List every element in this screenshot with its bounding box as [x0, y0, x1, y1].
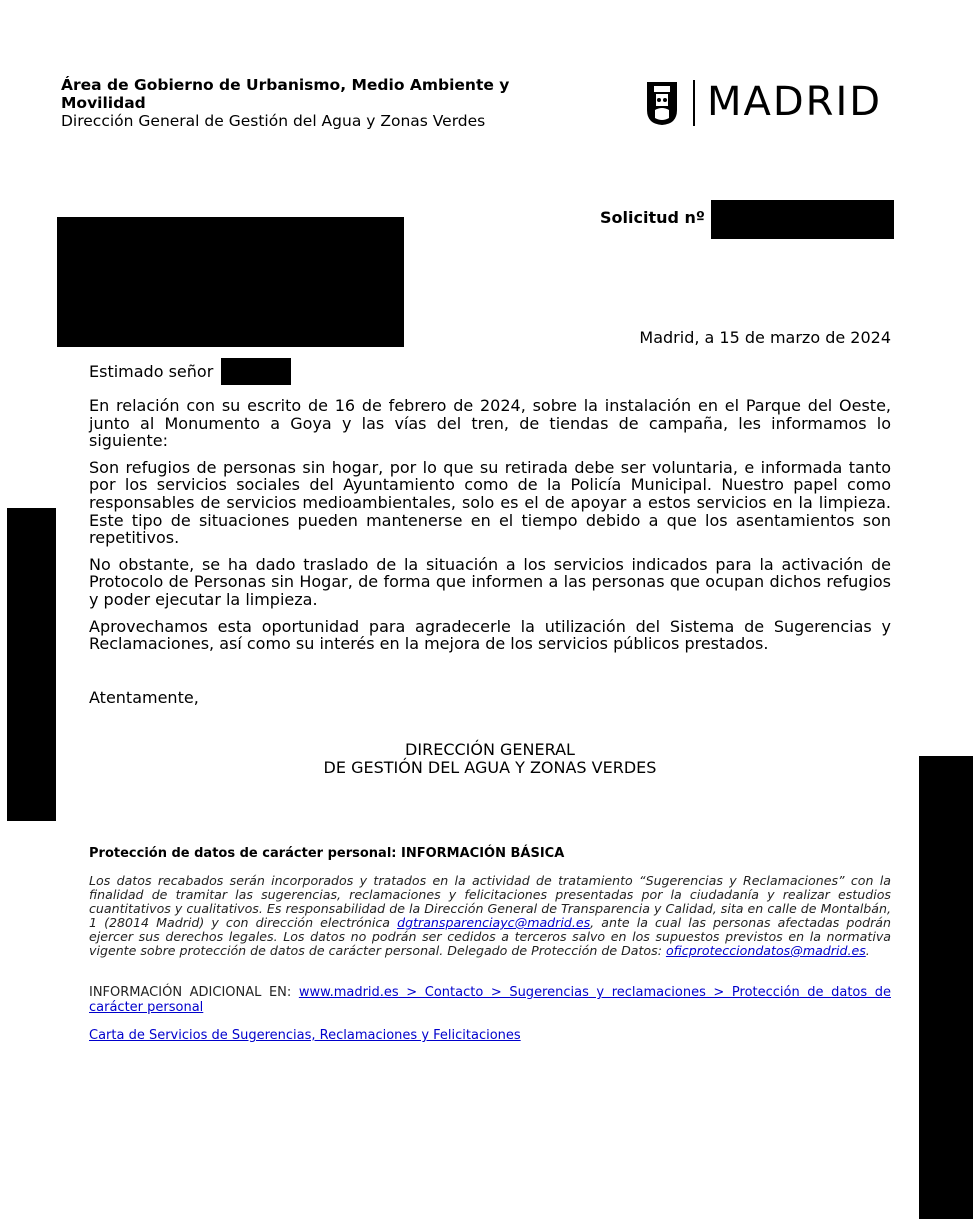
madrid-logo: [645, 78, 910, 128]
redacted-side-stamp-right: [919, 756, 973, 1219]
service-charter-link[interactable]: Carta de Servicios de Sugerencias, Reclamaciones y Felicitaciones: [89, 1028, 521, 1043]
paragraph: No obstante, se ha dado traslado de la situación a los servicios indicados para la activación de Protocolo de Personas sin Hogar, de forma que informen a las personas que ocupan dichos refugios y poder ejecutar la limpieza.: [89, 554, 891, 609]
letter-body: [89, 397, 891, 662]
data-protection-text-part: Los datos recabados serán incorporados y tratados en la actividad de tratamiento “Sugerencias y Reclamaciones” con la finalidad de tramitar las sugerencias, reclamaciones y felicitaciones presentadas por la ciudadanía y realizar estudios cuantitativos y cualitativos. Es responsabilidad de la Dirección General de Transparencia y Calidad, sita en calle de Montalbán, 1 (28014 Madrid) y con dirección electrónica: [89, 873, 891, 930]
redacted-side-stamp-left: [7, 508, 56, 821]
additional-info: [89, 986, 891, 1015]
dpo-email-link[interactable]: oficprotecciondatos@madrid.es: [665, 943, 866, 958]
letter-date: Madrid, a 15 de marzo de 2024: [639, 328, 891, 347]
redacted-request-number: [711, 200, 894, 239]
additional-info-label: INFORMACIÓN ADICIONAL EN:: [89, 985, 299, 1000]
data-protection-text-part: .: [865, 943, 870, 958]
signature-line-1: DIRECCIÓN GENERAL: [405, 740, 575, 759]
madrid-coat-of-arms-icon: [645, 80, 679, 126]
additional-info-link[interactable]: www.madrid.es > Contacto > Sugerencias y reclamaciones > Protección de datos de carácter personal: [89, 985, 891, 1015]
transparency-email-link[interactable]: dgtransparenciayc@madrid.es: [397, 915, 591, 930]
closing: Atentamente,: [89, 688, 199, 707]
department-line-1: Área de Gobierno de Urbanismo, Medio Ambiente y Movilidad: [61, 76, 510, 112]
greeting: Estimado señor: [89, 362, 214, 381]
request-number-label: Solicitud nº: [600, 208, 705, 227]
data-protection-text-part: , ante la cual las personas afectadas podrán ejercer sus derechos legales. Los datos no podrán ser cedidos a terceros salvo en los supuestos previstos en la normativa vigente sobre protección de datos de carácter personal. Delegado de Protección de Datos:: [89, 915, 891, 958]
department-heading: [61, 76, 581, 130]
paragraph: En relación con su escrito de 16 de febrero de 2024, sobre la instalación en el Parque del Oeste, junto al Monumento a Goya y las vías del tren, de tiendas de campaña, les informamos lo siguiente:: [89, 396, 891, 451]
redacted-address-block: [57, 217, 404, 347]
data-protection-text: [89, 874, 891, 958]
paragraph: Aprovechamos esta oportunidad para agradecerle la utilización del Sistema de Sugerencias y Reclamaciones, así como su interés en la mejora de los servicios públicos prestados.: [89, 616, 891, 654]
logo-wordmark: MADRID: [707, 79, 883, 125]
data-protection-title: Protección de datos de carácter personal: INFORMACIÓN BÁSICA: [89, 846, 565, 861]
signature-line-2: DE GESTIÓN DEL AGUA Y ZONAS VERDES: [323, 758, 657, 777]
redacted-recipient-name: [221, 358, 291, 385]
paragraph: Son refugios de personas sin hogar, por lo que su retirada debe ser voluntaria, e informada tanto por los servicios sociales del Ayuntamiento como de la Policía Municipal. Nuestro papel como responsables de servicios medioambientales, solo es el de apoyar a estos servicios en la limpieza. Este tipo de situaciones pueden mantenerse en el tiempo debido a que los asentamientos son repetitivos.: [89, 457, 891, 548]
department-line-2: Dirección General de Gestión del Agua y Zonas Verdes: [61, 112, 486, 130]
logo-divider: [693, 80, 695, 126]
signature-block: [300, 741, 680, 777]
